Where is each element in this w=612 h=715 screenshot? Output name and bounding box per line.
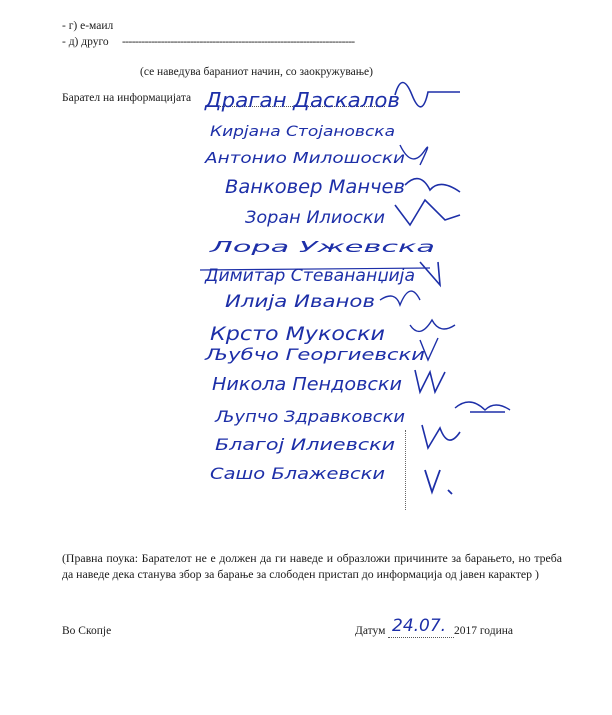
selection-note: (се наведува бараниот начин, со заокружување) (140, 66, 373, 78)
signature-divider (405, 430, 406, 510)
signature-10: Љубчо Георгиевски (203, 345, 425, 364)
date-label: Датум (355, 625, 386, 637)
legal-notice: (Правна поука: Барателот не е должен да ги наведе и образложи причините за барањето, но треба да наведе дека станува збор за барање за слободен пристап до информација од јавен карактер ) (62, 551, 562, 581)
signature-4: Ванковер Манчев (225, 176, 405, 198)
other-option-dashes: ------------------------------------------------------------------------ (122, 36, 355, 48)
signature-7: Димитар Стевананџија (203, 266, 415, 286)
signature-3: Антонио Милошоски (203, 149, 406, 167)
signature-8: Илија Иванов (225, 292, 375, 312)
signature-6: Лора Ужевска (207, 238, 435, 256)
other-option: - д) друго (62, 36, 109, 48)
email-option: - г) е-маил (62, 20, 114, 32)
signature-11: Никола Пендовски (212, 374, 403, 395)
signature-9: Крсто Мукоски (210, 323, 385, 345)
signature-5: Зоран Илиоски (245, 208, 385, 228)
date-value: 24.07. (392, 616, 447, 636)
year-text: 2017 година (454, 625, 513, 637)
date-dotted-line (388, 637, 454, 638)
signature-14: Сашо Блажевски (210, 464, 385, 483)
signature-12: Љупчо Здравковски (213, 407, 405, 426)
place: Во Скопје (62, 625, 112, 637)
signature-13: Благој Илиевски (215, 435, 395, 454)
signature-1: Драган Даскалов (203, 88, 400, 112)
signature-2: Кирјана Стојановска (210, 124, 395, 140)
requester-label: Барател на информацијата (62, 92, 192, 104)
